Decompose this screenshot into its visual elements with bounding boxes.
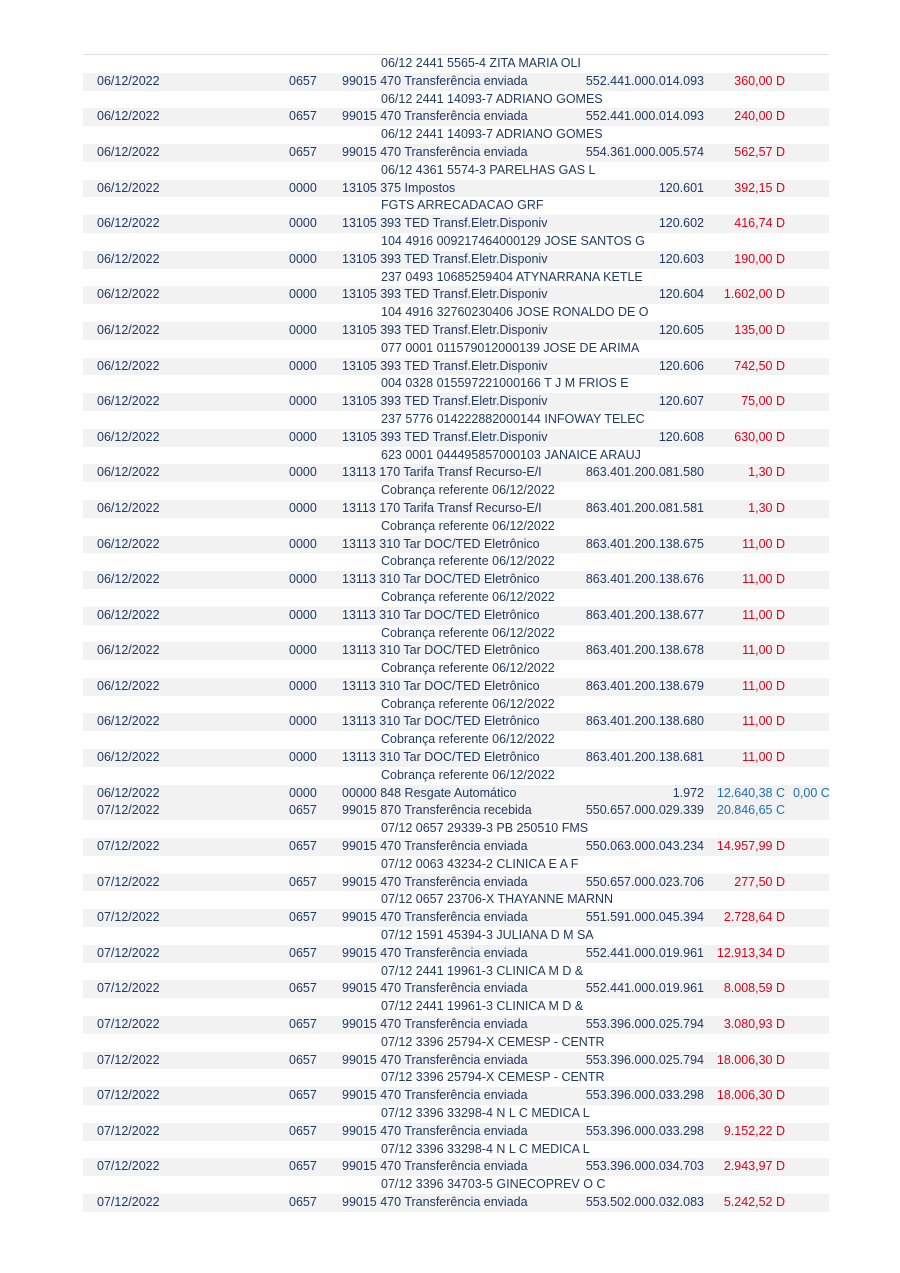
transaction-description: 07/12 2441 19961-3 CLINICA M D & (381, 963, 584, 978)
transaction-value: 12.640,38 C (716, 785, 785, 800)
document-number: 553.396.000.033.298 (585, 1088, 704, 1103)
transaction-row (83, 1016, 829, 1034)
transaction-date: 07/12/2022 (97, 1088, 160, 1103)
description-row (83, 340, 829, 358)
description-row (83, 55, 829, 73)
transaction-description: 237 5776 014222882000144 INFOWAY TELEC (381, 411, 645, 426)
transaction-row (83, 838, 829, 856)
transaction-date: 06/12/2022 (97, 572, 160, 587)
transaction-row (83, 429, 829, 447)
transaction-date: 06/12/2022 (97, 109, 160, 124)
document-number: 863.401.200.138.675 (585, 536, 704, 551)
agency-code: 0000 (289, 429, 317, 444)
transaction-history: 99015 470 Transferência enviada (342, 910, 528, 925)
transaction-description: 07/12 3396 33298-4 N L C MEDICA L (381, 1106, 590, 1121)
transaction-value: 3.080,93 D (723, 1017, 785, 1032)
transaction-history: 99015 870 Transferência recebida (342, 803, 532, 818)
transaction-history: 13105 393 TED Transf.Eletr.Disponiv (342, 394, 548, 409)
transaction-history: 99015 470 Transferência enviada (342, 1195, 528, 1209)
document-number: 552.441.000.019.961 (585, 981, 704, 996)
description-row (83, 91, 829, 109)
description-row (83, 891, 829, 909)
agency-code: 0000 (289, 465, 317, 480)
transaction-history: 99015 470 Transferência enviada (342, 109, 528, 124)
transaction-history: 13105 393 TED Transf.Eletr.Disponiv (342, 358, 548, 373)
description-row (83, 660, 829, 678)
balance-value: 0,00 C (793, 785, 830, 800)
transaction-history: 13113 310 Tar DOC/TED Eletrônico (342, 678, 540, 693)
transaction-history: 99015 470 Transferência enviada (342, 1159, 528, 1174)
agency-code: 0000 (289, 714, 317, 729)
agency-code: 0000 (289, 785, 317, 800)
agency-code: 0657 (289, 1088, 317, 1103)
transaction-row (83, 909, 829, 927)
transaction-description: 07/12 3396 25794-X CEMESP - CENTR (381, 1070, 605, 1085)
agency-code: 0657 (289, 803, 317, 818)
transaction-value: 14.957,99 D (716, 839, 785, 854)
transaction-description: Cobrança referente 06/12/2022 (381, 661, 555, 676)
transaction-date: 07/12/2022 (97, 1123, 160, 1138)
transaction-history: 13113 310 Tar DOC/TED Eletrônico (342, 643, 540, 658)
transaction-description: 06/12 2441 14093-7 ADRIANO GOMES (381, 127, 603, 142)
transaction-history: 13105 375 Impostos (342, 180, 456, 195)
transaction-date: 06/12/2022 (97, 429, 160, 444)
agency-code: 0657 (289, 1052, 317, 1067)
transaction-value: 12.913,34 D (716, 945, 785, 960)
transaction-value: 742,50 D (734, 358, 785, 373)
transaction-row (83, 642, 829, 660)
description-row (83, 1069, 829, 1087)
statement-table (83, 55, 829, 1212)
transaction-history: 13113 170 Tarifa Transf Recurso-E/I (342, 465, 542, 480)
transaction-history: 13105 393 TED Transf.Eletr.Disponiv (342, 322, 548, 337)
description-row (83, 927, 829, 945)
description-row (83, 731, 829, 749)
transaction-value: 5.242,52 D (723, 1195, 785, 1209)
transaction-value: 9.152,22 D (723, 1123, 785, 1138)
document-number: 553.396.000.025.794 (585, 1017, 704, 1032)
transaction-row (83, 393, 829, 411)
agency-code: 0657 (289, 981, 317, 996)
agency-code: 0000 (289, 180, 317, 195)
agency-code: 0657 (289, 839, 317, 854)
agency-code: 0000 (289, 358, 317, 373)
transaction-value: 11,00 D (742, 678, 785, 693)
transaction-history: 99015 470 Transferência enviada (342, 839, 528, 854)
agency-code: 0000 (289, 251, 317, 266)
transaction-history: 99015 470 Transferência enviada (342, 73, 528, 88)
transaction-value: 2.943,97 D (723, 1159, 785, 1174)
transaction-value: 11,00 D (742, 750, 785, 765)
document-number: 550.063.000.043.234 (585, 839, 704, 854)
transaction-row (83, 358, 829, 376)
agency-code: 0657 (289, 1159, 317, 1174)
document-number: 553.396.000.025.794 (585, 1052, 704, 1067)
document-number: 120.601 (658, 180, 704, 195)
agency-code: 0000 (289, 678, 317, 693)
transaction-row (83, 500, 829, 518)
transaction-history: 13113 310 Tar DOC/TED Eletrônico (342, 607, 540, 622)
transaction-date: 06/12/2022 (97, 144, 160, 159)
transaction-history: 99015 470 Transferência enviada (342, 981, 528, 996)
transaction-date: 07/12/2022 (97, 874, 160, 889)
description-row (83, 625, 829, 643)
transaction-date: 07/12/2022 (97, 1195, 160, 1209)
transaction-description: 07/12 2441 19961-3 CLINICA M D & (381, 999, 584, 1014)
description-row (83, 269, 829, 287)
transaction-date: 06/12/2022 (97, 500, 160, 515)
agency-code: 0000 (289, 607, 317, 622)
transaction-history: 99015 470 Transferência enviada (342, 874, 528, 889)
transaction-description: Cobrança referente 06/12/2022 (381, 696, 555, 711)
description-row (83, 411, 829, 429)
transaction-description: Cobrança referente 06/12/2022 (381, 767, 555, 782)
document-number: 553.502.000.032.083 (585, 1195, 704, 1209)
transaction-row (83, 749, 829, 767)
transaction-description: Cobrança referente 06/12/2022 (381, 554, 555, 569)
agency-code: 0657 (289, 910, 317, 925)
transaction-date: 06/12/2022 (97, 536, 160, 551)
transaction-value: 11,00 D (742, 714, 785, 729)
transaction-date: 06/12/2022 (97, 714, 160, 729)
agency-code: 0657 (289, 874, 317, 889)
transaction-history: 99015 470 Transferência enviada (342, 1017, 528, 1032)
description-row (83, 447, 829, 465)
transaction-description: Cobrança referente 06/12/2022 (381, 483, 555, 498)
transaction-description: 077 0001 011579012000139 JOSE DE ARIMA (381, 340, 640, 355)
transaction-date: 07/12/2022 (97, 839, 160, 854)
description-row (83, 1105, 829, 1123)
transaction-value: 11,00 D (742, 643, 785, 658)
transaction-description: 07/12 0657 29339-3 PB 250510 FMS (381, 821, 589, 836)
transaction-history: 99015 470 Transferência enviada (342, 1123, 528, 1138)
transaction-history: 13105 393 TED Transf.Eletr.Disponiv (342, 429, 548, 444)
transaction-description: 004 0328 015597221000166 T J M FRIOS E (381, 376, 629, 391)
transaction-date: 06/12/2022 (97, 643, 160, 658)
document-number: 863.401.200.138.677 (585, 607, 704, 622)
transaction-value: 20.846,65 C (716, 803, 785, 818)
transaction-history: 13113 310 Tar DOC/TED Eletrônico (342, 750, 540, 765)
transaction-row (83, 980, 829, 998)
transaction-date: 06/12/2022 (97, 785, 160, 800)
transaction-date: 06/12/2022 (97, 394, 160, 409)
document-number: 120.606 (658, 358, 704, 373)
transaction-value: 190,00 D (734, 251, 785, 266)
transaction-description: 06/12 4361 5574-3 PARELHAS GAS L (381, 162, 596, 177)
document-number: 553.396.000.034.703 (585, 1159, 704, 1174)
transaction-date: 06/12/2022 (97, 251, 160, 266)
transaction-row (83, 536, 829, 554)
document-number: 863.401.200.081.581 (585, 500, 704, 515)
transaction-row (83, 874, 829, 892)
document-number: 120.607 (658, 394, 704, 409)
description-row (83, 820, 829, 838)
agency-code: 0000 (289, 394, 317, 409)
document-number: 550.657.000.029.339 (585, 803, 704, 818)
document-number: 551.591.000.045.394 (585, 910, 704, 925)
document-number: 554.361.000.005.574 (585, 144, 704, 159)
transaction-description: 07/12 3396 25794-X CEMESP - CENTR (381, 1034, 605, 1049)
transaction-value: 18.006,30 D (716, 1088, 785, 1103)
transaction-row (83, 607, 829, 625)
description-row (83, 553, 829, 571)
document-number: 120.603 (658, 251, 704, 266)
transaction-history: 99015 470 Transferência enviada (342, 1088, 528, 1103)
transaction-row (83, 322, 829, 340)
transaction-description: FGTS ARRECADACAO GRF (381, 198, 544, 213)
description-row (83, 856, 829, 874)
transaction-date: 07/12/2022 (97, 1017, 160, 1032)
agency-code: 0000 (289, 216, 317, 231)
transaction-row (83, 945, 829, 963)
document-number: 863.401.200.138.680 (585, 714, 704, 729)
agency-code: 0657 (289, 109, 317, 124)
transaction-date: 06/12/2022 (97, 465, 160, 480)
transaction-history: 13113 310 Tar DOC/TED Eletrônico (342, 714, 540, 729)
transaction-history: 13105 393 TED Transf.Eletr.Disponiv (342, 251, 548, 266)
transaction-description: 07/12 0657 23706-X THAYANNE MARNN (381, 892, 614, 907)
description-row (83, 233, 829, 251)
description-row (83, 696, 829, 714)
transaction-history: 99015 470 Transferência enviada (342, 1052, 528, 1067)
document-number: 552.441.000.014.093 (585, 73, 704, 88)
transaction-value: 1,30 D (748, 500, 785, 515)
agency-code: 0000 (289, 643, 317, 658)
agency-code: 0657 (289, 1195, 317, 1209)
description-row (83, 375, 829, 393)
description-row (83, 1141, 829, 1159)
transaction-date: 07/12/2022 (97, 1052, 160, 1067)
description-row (83, 482, 829, 500)
document-number: 863.401.200.138.681 (585, 750, 704, 765)
transaction-row (83, 1087, 829, 1105)
transaction-description: 104 4916 32760230406 JOSE RONALDO DE O (381, 305, 649, 320)
transaction-row (83, 1194, 829, 1212)
transaction-row (83, 73, 829, 91)
transaction-row (83, 180, 829, 198)
transaction-history: 13105 393 TED Transf.Eletr.Disponiv (342, 216, 548, 231)
transaction-row (83, 1052, 829, 1070)
transaction-description: Cobrança referente 06/12/2022 (381, 589, 555, 604)
transaction-date: 06/12/2022 (97, 607, 160, 622)
document-number: 1.972 (672, 785, 704, 800)
transaction-history: 99015 470 Transferência enviada (342, 144, 528, 159)
transaction-history: 13113 310 Tar DOC/TED Eletrônico (342, 572, 540, 587)
transaction-row (83, 251, 829, 269)
transaction-value: 630,00 D (734, 429, 785, 444)
transaction-value: 1,30 D (748, 465, 785, 480)
transaction-date: 06/12/2022 (97, 678, 160, 693)
document-number: 120.608 (658, 429, 704, 444)
transaction-date: 06/12/2022 (97, 73, 160, 88)
agency-code: 0657 (289, 144, 317, 159)
description-row (83, 162, 829, 180)
transaction-row (83, 785, 829, 803)
transaction-date: 06/12/2022 (97, 216, 160, 231)
document-number: 863.401.200.138.676 (585, 572, 704, 587)
document-number: 863.401.200.138.678 (585, 643, 704, 658)
document-number: 120.604 (658, 287, 704, 302)
transaction-value: 562,57 D (734, 144, 785, 159)
transaction-row (83, 144, 829, 162)
transaction-date: 06/12/2022 (97, 358, 160, 373)
description-row (83, 963, 829, 981)
transaction-date: 07/12/2022 (97, 945, 160, 960)
transaction-value: 277,50 D (734, 874, 785, 889)
transaction-value: 11,00 D (742, 607, 785, 622)
description-row (83, 518, 829, 536)
transaction-description: 237 0493 10685259404 ATYNARRANA KETLE (381, 269, 643, 284)
transaction-value: 1.602,00 D (723, 287, 785, 302)
transaction-description: Cobrança referente 06/12/2022 (381, 625, 555, 640)
description-row (83, 998, 829, 1016)
transaction-description: 07/12 1591 45394-3 JULIANA D M SA (381, 928, 594, 943)
transaction-description: 06/12 2441 5565-4 ZITA MARIA OLI (381, 56, 581, 70)
transaction-date: 07/12/2022 (97, 910, 160, 925)
agency-code: 0657 (289, 73, 317, 88)
transaction-date: 06/12/2022 (97, 322, 160, 337)
document-number: 120.602 (658, 216, 704, 231)
transaction-row (83, 1123, 829, 1141)
transaction-date: 07/12/2022 (97, 981, 160, 996)
transaction-value: 11,00 D (742, 536, 785, 551)
description-row (83, 304, 829, 322)
transaction-row (83, 802, 829, 820)
transaction-description: 07/12 3396 34703-5 GINECOPREV O C (381, 1177, 606, 1192)
agency-code: 0657 (289, 1017, 317, 1032)
transaction-value: 240,00 D (734, 109, 785, 124)
transaction-history: 99015 470 Transferência enviada (342, 945, 528, 960)
transaction-row (83, 678, 829, 696)
transaction-description: 623 0001 044495857000103 JANAICE ARAUJ (381, 447, 641, 462)
agency-code: 0000 (289, 287, 317, 302)
transaction-row (83, 108, 829, 126)
document-number: 120.605 (658, 322, 704, 337)
document-number: 863.401.200.081.580 (585, 465, 704, 480)
agency-code: 0000 (289, 750, 317, 765)
transaction-row (83, 215, 829, 233)
document-number: 863.401.200.138.679 (585, 678, 704, 693)
agency-code: 0000 (289, 322, 317, 337)
description-row (83, 767, 829, 785)
agency-code: 0657 (289, 945, 317, 960)
transaction-history: 00000 848 Resgate Automático (342, 785, 517, 800)
document-number: 550.657.000.023.706 (585, 874, 704, 889)
agency-code: 0000 (289, 572, 317, 587)
transaction-row (83, 1158, 829, 1176)
transaction-history: 13105 393 TED Transf.Eletr.Disponiv (342, 287, 548, 302)
transaction-value: 416,74 D (734, 216, 785, 231)
transaction-date: 06/12/2022 (97, 180, 160, 195)
description-row (83, 197, 829, 215)
transaction-row (83, 713, 829, 731)
transaction-date: 07/12/2022 (97, 1159, 160, 1174)
transaction-description: 07/12 0063 43234-2 CLINICA E A F (381, 856, 579, 871)
transaction-value: 8.008,59 D (723, 981, 785, 996)
transaction-row (83, 286, 829, 304)
transaction-description: 06/12 2441 14093-7 ADRIANO GOMES (381, 91, 603, 106)
transaction-value: 360,00 D (734, 73, 785, 88)
transaction-value: 392,15 D (734, 180, 785, 195)
transaction-row (83, 571, 829, 589)
transaction-value: 11,00 D (742, 572, 785, 587)
transaction-value: 75,00 D (741, 394, 785, 409)
agency-code: 0657 (289, 1123, 317, 1138)
agency-code: 0000 (289, 500, 317, 515)
transaction-description: 07/12 3396 33298-4 N L C MEDICA L (381, 1141, 590, 1156)
transaction-description: Cobrança referente 06/12/2022 (381, 518, 555, 533)
transaction-value: 18.006,30 D (716, 1052, 785, 1067)
transaction-date: 06/12/2022 (97, 287, 160, 302)
transaction-date: 06/12/2022 (97, 750, 160, 765)
transaction-row (83, 464, 829, 482)
transaction-description: Cobrança referente 06/12/2022 (381, 732, 555, 747)
transaction-date: 07/12/2022 (97, 803, 160, 818)
transaction-history: 13113 310 Tar DOC/TED Eletrônico (342, 536, 540, 551)
transaction-history: 13113 170 Tarifa Transf Recurso-E/I (342, 500, 542, 515)
description-row (83, 589, 829, 607)
description-row (83, 1176, 829, 1194)
document-number: 552.441.000.014.093 (585, 109, 704, 124)
transaction-description: 104 4916 009217464000129 JOSE SANTOS G (381, 233, 645, 248)
transaction-value: 135,00 D (734, 322, 785, 337)
transaction-value: 2.728,64 D (723, 910, 785, 925)
description-row (83, 1034, 829, 1052)
document-number: 553.396.000.033.298 (585, 1123, 704, 1138)
agency-code: 0000 (289, 536, 317, 551)
description-row (83, 126, 829, 144)
document-number: 552.441.000.019.961 (585, 945, 704, 960)
